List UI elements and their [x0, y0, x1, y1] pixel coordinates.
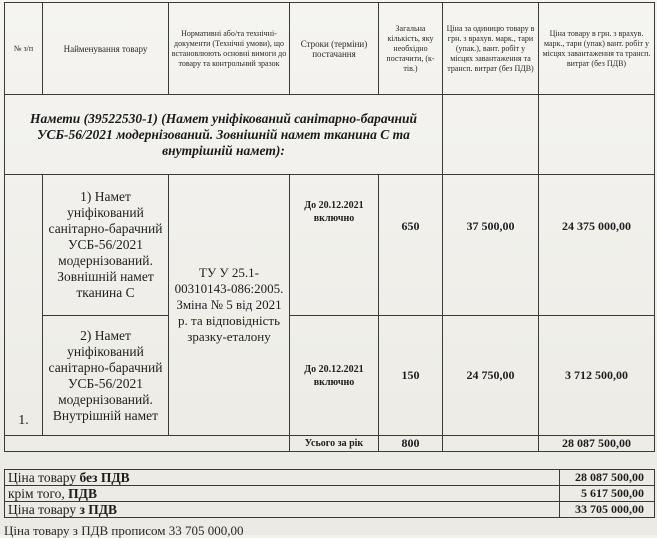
- summary-row-with-vat: [5, 502, 655, 518]
- totals-total: 28 087 500,00: [539, 436, 655, 452]
- summary-bold-with-vat: з ПДВ: [79, 502, 118, 517]
- item-deadline-1: До 20.12.2021 включно: [290, 175, 379, 316]
- summary-label-without-vat: [5, 470, 560, 486]
- summary-prefix-with-vat: Ціна товару: [8, 502, 80, 517]
- header-total-price: Ціна товару в грн. з врахув. марк., тари (упак) вант. робіт у місцях завантаження та трансп. витрат (без ПДВ): [539, 3, 655, 95]
- summary-bold-without-vat: без ПДВ: [79, 470, 130, 485]
- item-row-1: [5, 175, 655, 316]
- item-name-1: 1) Намет уніфікований санітарно-барачний УСБ-56/2021 модернізований. Зовнішній намет тканина С: [43, 175, 169, 316]
- item-unit-price-1: 37 500,00: [443, 175, 539, 316]
- summary-label-with-vat: [5, 502, 560, 518]
- item-row-2: [5, 316, 655, 436]
- specification-table: [4, 2, 655, 452]
- header-norms: Нормативні або/та технічні-документи (Технічні умови), що встановлюють основні вимоги до товару та контрольний зразок: [169, 3, 290, 95]
- row-number: 1.: [5, 175, 43, 436]
- header-terms: Строки (терміни) постачання: [290, 3, 379, 95]
- header-num: № з/п: [5, 3, 43, 95]
- item-spec: ТУ У 25.1-00310143-086:2005. Зміна № 5 від 2021 р. та відповідність зразку-еталону: [169, 175, 290, 436]
- totals-row: [5, 436, 655, 452]
- item-name-2: 2) Намет уніфікований санітарно-барачний УСБ-56/2021 модернізований. Внутрішній намет: [43, 316, 169, 436]
- item-qty-2: 150: [379, 316, 443, 436]
- summary-value-vat: 5 617 500,00: [560, 486, 655, 502]
- item-deadline-2: До 20.12.2021 включно: [290, 316, 379, 436]
- summary-value-with-vat: 33 705 000,00: [560, 502, 655, 518]
- summary-prefix-without-vat: Ціна товару: [8, 470, 80, 485]
- item-unit-price-2: 24 750,00: [443, 316, 539, 436]
- section-title: Намети (39522530-1) (Намет уніфікований санітарно-барачний УСБ-56/2021 модернізований. Зовнішній намет тканина С та внутрішній намет):: [5, 95, 443, 175]
- item-qty-1: 650: [379, 175, 443, 316]
- summary-prefix-vat: крім того,: [8, 486, 69, 501]
- summary-bold-vat: ПДВ: [68, 486, 97, 501]
- header-name: Найменування товару: [43, 3, 169, 95]
- totals-qty: 800: [379, 436, 443, 452]
- summary-row-vat: [5, 486, 655, 502]
- section-row: [5, 95, 655, 175]
- totals-empty: [5, 436, 290, 452]
- totals-empty-2: [443, 436, 539, 452]
- section-empty-1: [443, 95, 539, 175]
- item-total-2: 3 712 500,00: [539, 316, 655, 436]
- summary-label-vat: [5, 486, 560, 502]
- header-row: [5, 3, 655, 95]
- item-total-1: 24 375 000,00: [539, 175, 655, 316]
- footer-cut-text: Ціна товару з ПДВ прописом 33 705 000,00: [4, 523, 244, 538]
- header-unit-price: Ціна за одиницю товару в грн. з врахув. марк., тари (упак.), вант. робіт у місцях завантаження та трансп. витрат (без ПДВ): [443, 3, 539, 95]
- summary-table: [4, 469, 655, 518]
- summary-row-without-vat: [5, 470, 655, 486]
- section-empty-2: [539, 95, 655, 175]
- summary-value-without-vat: 28 087 500,00: [560, 470, 655, 486]
- totals-label: Усього за рік: [290, 436, 379, 452]
- header-qty: Загальна кількість, яку необхідно постачити, (к-тів.): [379, 3, 443, 95]
